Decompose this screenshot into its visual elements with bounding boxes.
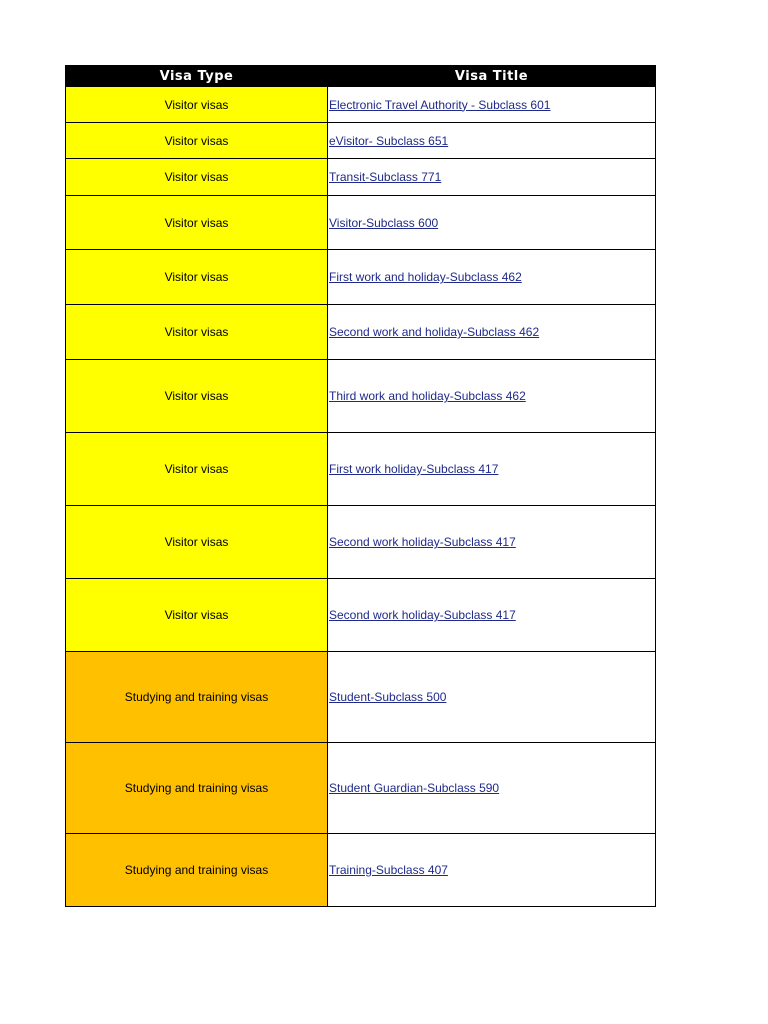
visa-title-cell — [328, 834, 656, 907]
header-row — [66, 66, 656, 87]
visa-title-cell — [328, 360, 656, 433]
visa-type-cell: Visitor visas — [66, 250, 328, 305]
visa-title-cell — [328, 433, 656, 506]
table-row — [66, 159, 656, 196]
header-visa-type: Visa Type — [66, 66, 328, 87]
visa-type-cell: Visitor visas — [66, 123, 328, 159]
visa-type-cell: Visitor visas — [66, 579, 328, 652]
visa-type-cell: Visitor visas — [66, 87, 328, 123]
visa-title-cell — [328, 652, 656, 743]
visa-title-link[interactable]: Third work and holiday-Subclass 462 — [329, 389, 526, 403]
visa-title-link[interactable]: Transit-Subclass 771 — [329, 170, 442, 184]
header-visa-title: Visa Title — [328, 66, 656, 87]
table-row — [66, 360, 656, 433]
visa-title-cell — [328, 250, 656, 305]
visa-title-link[interactable]: Second work holiday-Subclass 417 — [329, 608, 516, 622]
visa-title-link[interactable]: First work and holiday-Subclass 462 — [329, 270, 522, 284]
visa-title-link[interactable]: First work holiday-Subclass 417 — [329, 462, 499, 476]
visa-type-cell: Visitor visas — [66, 159, 328, 196]
visa-title-cell — [328, 196, 656, 250]
visa-title-cell — [328, 87, 656, 123]
table-row — [66, 196, 656, 250]
table-row — [66, 250, 656, 305]
visa-type-cell: Studying and training visas — [66, 834, 328, 907]
table-row — [66, 506, 656, 579]
table-row — [66, 123, 656, 159]
visa-title-link[interactable]: Student Guardian-Subclass 590 — [329, 781, 500, 795]
table-row — [66, 579, 656, 652]
visa-title-cell — [328, 123, 656, 159]
visa-type-cell: Studying and training visas — [66, 652, 328, 743]
visa-type-cell: Visitor visas — [66, 196, 328, 250]
table-row — [66, 87, 656, 123]
visa-title-link[interactable]: Training-Subclass 407 — [329, 863, 448, 877]
visa-title-cell — [328, 506, 656, 579]
visa-title-cell — [328, 159, 656, 196]
visa-title-link[interactable]: Electronic Travel Authority - Subclass 601 — [329, 97, 551, 112]
visa-title-cell — [328, 305, 656, 360]
visa-type-cell: Studying and training visas — [66, 743, 328, 834]
visa-title-link[interactable]: Visitor-Subclass 600 — [329, 215, 439, 230]
visa-table — [65, 65, 656, 907]
table-row — [66, 652, 656, 743]
table-row — [66, 433, 656, 506]
table-row — [66, 305, 656, 360]
visa-type-cell: Visitor visas — [66, 433, 328, 506]
visa-type-cell: Visitor visas — [66, 305, 328, 360]
table-row — [66, 834, 656, 907]
visa-title-link[interactable]: Student-Subclass 500 — [329, 690, 447, 704]
visa-title-cell — [328, 743, 656, 834]
visa-type-cell: Visitor visas — [66, 360, 328, 433]
visa-title-link[interactable]: Second work and holiday-Subclass 462 — [329, 325, 540, 339]
visa-type-cell: Visitor visas — [66, 506, 328, 579]
visa-title-link[interactable]: Second work holiday-Subclass 417 — [329, 535, 516, 549]
table-row — [66, 743, 656, 834]
visa-title-link[interactable]: eVisitor- Subclass 651 — [329, 133, 449, 148]
visa-title-cell — [328, 579, 656, 652]
